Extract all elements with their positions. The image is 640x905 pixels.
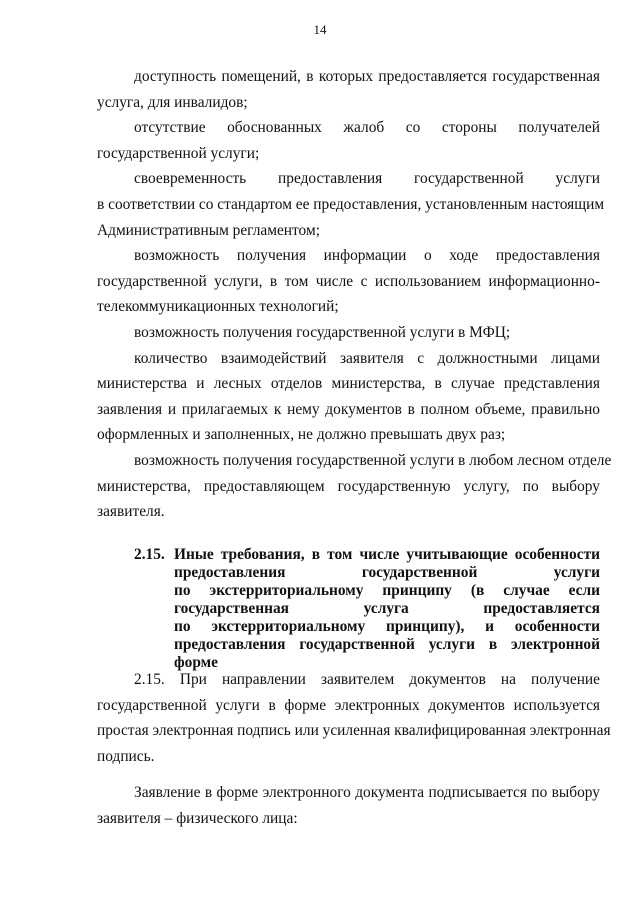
heading-line: предоставления государственной услуги [174, 564, 600, 581]
text-line: доступность помещений, в которых предоставляется государственная [134, 68, 600, 85]
text-line: министерства, предоставляющем государственную услугу, по выбору [97, 477, 600, 495]
text-line: заявителя – физического лица: [97, 809, 298, 827]
text-line: государственной услуги, в том числе с использованием информационно- [97, 272, 600, 290]
text-line: министерства и лесных отделов министерства, в случае представления [97, 375, 600, 393]
text-line: отсутствие обоснованных жалоб со стороны получателей [134, 119, 600, 137]
text-line: возможность получения государственной услуги в любом лесном отделе [134, 451, 612, 469]
text-line: оформленных и заполненных, не должно превышать двух раз; [97, 426, 506, 444]
heading-line: государственная услуга предоставляется [174, 600, 600, 617]
text-line: подпись. [97, 747, 155, 765]
heading-line: по экстерриториальному принципу), и особенности [174, 618, 600, 635]
requirements-list [97, 64, 612, 525]
page-number: 14 [313, 22, 327, 37]
paragraph [97, 667, 611, 769]
text-line: государственной услуги; [97, 144, 260, 162]
list-item [97, 64, 600, 115]
list-item [97, 166, 605, 243]
list-item [97, 243, 600, 320]
text-line: услуга, для инвалидов; [97, 93, 248, 111]
text-line: количество взаимодействий заявителя с должностными лицами [134, 349, 600, 367]
text-line: возможность получения информации о ходе предоставления [134, 247, 600, 265]
heading-line: предоставления государственной услуги в электронной форме [174, 636, 600, 671]
list-item [97, 346, 600, 448]
text-line: государственной услуги в форме электронных документов используется [97, 696, 600, 714]
list-item [97, 115, 600, 166]
text-line: телекоммуникационных технологий; [97, 298, 339, 316]
heading-line: Иные требования, в том числе учитывающие особенности [174, 546, 600, 563]
text-line: своевременность предоставления государственной услуги [134, 170, 600, 188]
text-line: заявления и прилагаемых к нему документов в полном объеме, правильно [97, 400, 600, 418]
paragraph [97, 780, 600, 831]
section-number: 2.15. [134, 546, 165, 563]
text-line: простая электронная подпись или усиленная квалифицированная электронная [97, 722, 611, 740]
list-item [97, 448, 612, 525]
text-line: возможность получения государственной услуги в МФЦ; [134, 323, 511, 341]
section-title [174, 546, 600, 672]
text-line: Административным регламентом; [97, 221, 320, 239]
heading-line: по экстерриториальному принципу (в случае если [174, 582, 600, 599]
text-line: в соответствии со стандартом ее предоставления, установленным настоящим [97, 195, 605, 213]
list-item [97, 320, 600, 346]
text-line: Заявление в форме электронного документа подписывается по выбору [134, 784, 600, 802]
text-line: заявителя. [97, 503, 165, 521]
text-line: 2.15. При направлении заявителем документов на получение [134, 671, 600, 688]
section-body [97, 667, 611, 832]
